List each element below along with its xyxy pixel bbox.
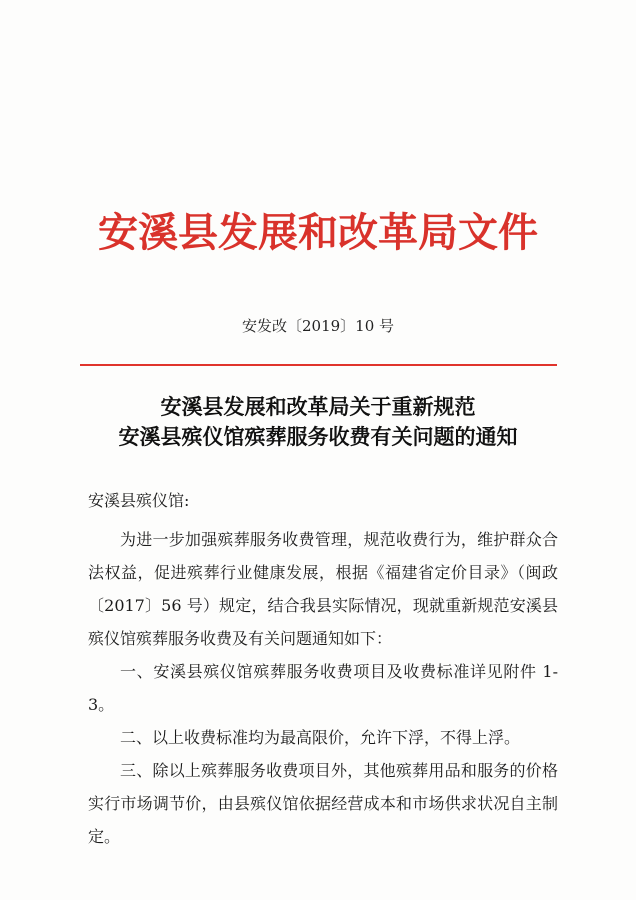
body-paragraph-intro: 为进一步加强殡葬服务收费管理，规范收费行为，维护群众合法权益，促进殡葬行业健康发展，根据《福建省定价目录》（闽政〔2017〕56 号）规定，结合我县实际情况，现就重新规范安溪县殡仪馆殡葬服务收费及有关问题通知如下：: [88, 530, 558, 648]
notice-title: [0, 392, 636, 452]
addressee: 安溪县殡仪馆:: [88, 491, 190, 510]
body-paragraph-item-3: 三、除以上殡葬服务收费项目外，其他殡葬用品和服务的价格实行市场调节价，由县殡仪馆依据经营成本和市场供求状况自主制定。: [88, 761, 558, 846]
red-divider-line: [80, 364, 557, 366]
body-paragraph-item-1: 一、安溪县殡仪馆殡葬服务收费项目及收费标准详见附件 1-3。: [88, 662, 558, 714]
notice-title-line-1: 安溪县发展和改革局关于重新规范: [160, 394, 476, 419]
body-text: [88, 523, 558, 853]
body-paragraph-item-2: 二、以上收费标准均为最高限价，允许下浮，不得上浮。: [120, 728, 521, 747]
issuer-heading: 安溪县发展和改革局文件: [98, 209, 538, 256]
notice-title-line-2: 安溪县殡仪馆殡葬服务收费有关问题的通知: [118, 424, 518, 449]
document-number: 安发改〔2019〕10 号: [241, 317, 395, 335]
